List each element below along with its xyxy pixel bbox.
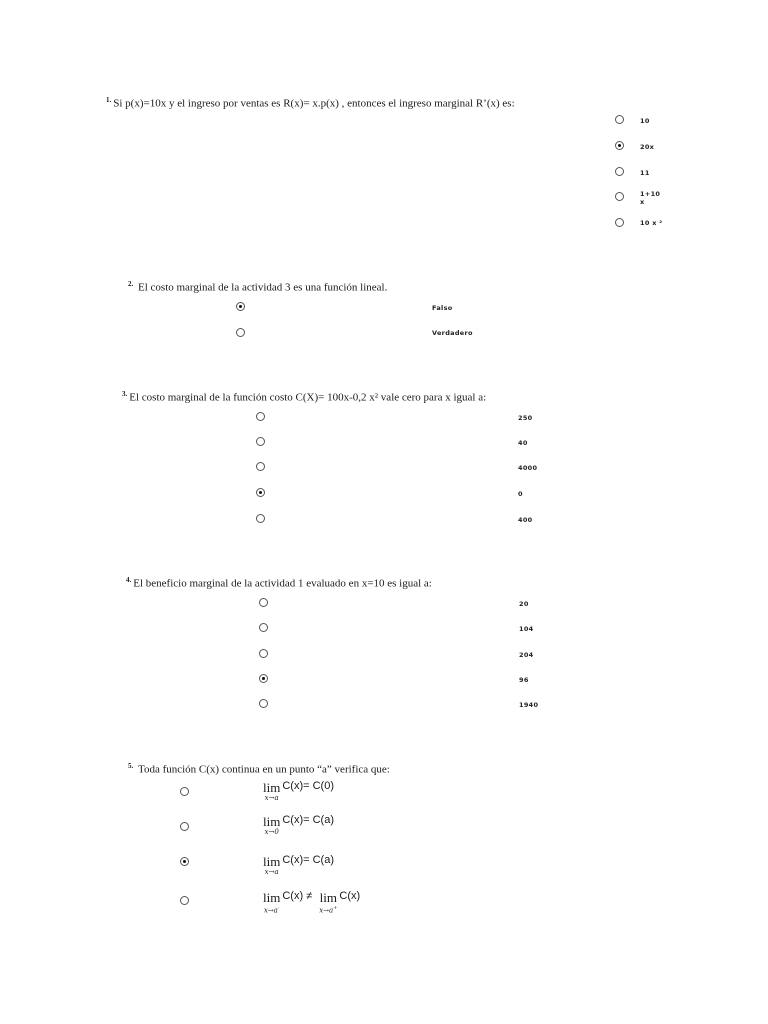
q5-option-3-limit <box>263 855 280 877</box>
lim-text: lim <box>263 780 281 795</box>
lim-text: lim <box>263 890 281 905</box>
q1-option-5-label: 10 x ² <box>640 219 663 227</box>
q2-option-1-label: Falso <box>432 304 453 312</box>
q4-option-4-radio[interactable] <box>259 674 268 683</box>
q5-option-2-expression: C(x)= C(a) <box>282 814 334 826</box>
question-4 <box>126 576 432 590</box>
q5-option-2-radio[interactable] <box>180 822 189 831</box>
q3-option-2-radio[interactable] <box>256 437 265 446</box>
q5-option-1-expression: C(x)= C(0) <box>282 780 334 792</box>
q5-option-2-limit <box>263 815 280 837</box>
q5-option-4-limit-left <box>263 891 280 915</box>
q4-option-5-label: 1940 <box>519 701 539 709</box>
q4-option-3-label: 204 <box>519 651 534 659</box>
question-1-text: Si p(x)=10x y el ingreso por ventas es R(x)= x.p(x) , entonces el ingreso marginal R’(x) es: <box>113 97 515 110</box>
lim-subscript-text: x→a <box>263 906 278 915</box>
q1-option-2-label: 20x <box>640 143 655 151</box>
q1-option-1-label: 10 <box>640 117 650 125</box>
q3-option-2-label: 40 <box>518 439 528 447</box>
q2-option-1-radio[interactable] <box>236 302 245 311</box>
q2-option-2-label: Verdadero <box>432 329 473 337</box>
q4-option-2-radio[interactable] <box>259 623 268 632</box>
q4-option-3-radio[interactable] <box>259 649 268 658</box>
question-4-number: 4. <box>126 576 132 584</box>
q1-option-3-radio[interactable] <box>615 167 624 176</box>
q5-option-4-expression-left: C(x) ≠ <box>282 890 313 902</box>
lim-subscript-side: - <box>277 905 280 911</box>
question-4-text: El beneficio marginal de la actividad 1 evaluado en x=10 es igual a: <box>133 577 432 590</box>
q3-option-3-label: 4000 <box>518 464 538 472</box>
question-3-text: El costo marginal de la función costo C(X)= 100x-0,2 x² vale cero para x igual a: <box>129 391 487 404</box>
q3-option-5-label: 400 <box>518 516 533 524</box>
q1-option-2-radio[interactable] <box>615 141 624 150</box>
question-1-number: 1. <box>106 96 112 104</box>
q3-option-3-radio[interactable] <box>256 462 265 471</box>
question-2-number: 2. <box>128 280 134 288</box>
q3-option-5-radio[interactable] <box>256 514 265 523</box>
lim-subscript: x→a <box>264 794 279 802</box>
question-3 <box>122 390 486 404</box>
lim-text: lim <box>263 814 281 829</box>
q3-option-4-label: 0 <box>518 490 523 498</box>
q1-option-5-radio[interactable] <box>615 218 624 227</box>
q4-option-1-radio[interactable] <box>259 598 268 607</box>
q5-option-1-formula <box>263 781 334 803</box>
q5-option-4-limit-right <box>319 891 337 915</box>
q5-option-4-expression-right: C(x) <box>339 890 361 902</box>
lim-subscript <box>319 904 337 915</box>
question-5-text: Toda función C(x) continua en un punto “a” verifica que: <box>138 763 390 776</box>
q1-option-1-radio[interactable] <box>615 115 624 124</box>
q5-option-4-radio[interactable] <box>180 896 189 905</box>
question-3-number: 3. <box>122 390 128 398</box>
q5-option-4-formula <box>263 891 360 915</box>
q1-option-3-label: 11 <box>640 169 650 177</box>
lim-subscript: x→0 <box>264 828 279 836</box>
q2-option-2-radio[interactable] <box>236 328 245 337</box>
q4-option-2-label: 104 <box>519 625 534 633</box>
q5-option-3-formula <box>263 855 334 877</box>
lim-text: lim <box>319 890 337 905</box>
q4-option-4-label: 96 <box>519 676 529 684</box>
lim-subscript-text: x→a <box>319 906 334 915</box>
lim-subscript: x→a <box>264 868 279 876</box>
question-5 <box>128 762 390 776</box>
q5-option-1-limit <box>263 781 280 803</box>
lim-text: lim <box>263 854 281 869</box>
q5-option-3-expression: C(x)= C(a) <box>282 854 334 866</box>
q3-option-4-radio[interactable] <box>256 488 265 497</box>
lim-subscript <box>263 904 280 915</box>
q1-option-4-radio[interactable] <box>615 192 624 201</box>
question-1 <box>106 96 515 110</box>
lim-subscript-side: + <box>333 905 338 911</box>
question-2 <box>128 280 387 294</box>
q5-option-3-radio[interactable] <box>180 857 189 866</box>
q5-option-2-formula <box>263 815 334 837</box>
q1-option-4-denominator: x <box>640 198 645 206</box>
q1-option-4-label: 1+10 <box>640 190 661 198</box>
question-5-number: 5. <box>128 762 134 770</box>
q5-option-1-radio[interactable] <box>180 787 189 796</box>
q4-option-1-label: 20 <box>519 600 529 608</box>
q4-option-5-radio[interactable] <box>259 699 268 708</box>
question-2-text: El costo marginal de la actividad 3 es una función lineal. <box>138 281 388 294</box>
q3-option-1-radio[interactable] <box>256 412 265 421</box>
q3-option-1-label: 250 <box>518 414 533 422</box>
